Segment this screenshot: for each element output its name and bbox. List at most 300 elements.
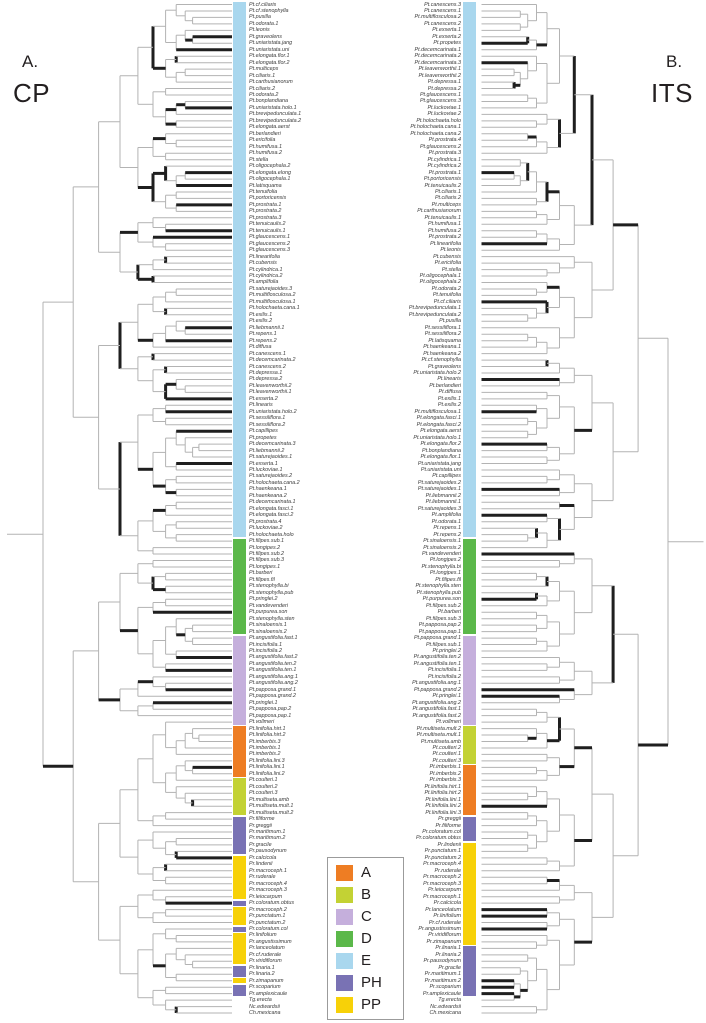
taxon-label: Pt.uniaristata.uni (420, 466, 461, 473)
cp-tree-lines (0, 0, 233, 1023)
taxon-label: Pt.humifusa.2 (249, 150, 282, 157)
taxon-label: Pt.haenkeana.1 (249, 486, 287, 493)
taxon-label: Pt.holochaeta.holo (416, 117, 461, 124)
taxon-label: Pt.vollmeri (435, 719, 461, 726)
taxon-label: Pt.linearis (437, 376, 461, 383)
taxon-label: Pt.vollmeri (249, 719, 275, 726)
taxon-label: Pt.exserta.1 (432, 27, 461, 34)
taxon-label: Pt.liebmannii.1 (425, 499, 461, 506)
taxon-label: Pt.depressa.1 (427, 79, 461, 86)
taxon-label: Pt.saturejaoides.3 (249, 285, 293, 292)
taxon-label: Pt.linearis (249, 402, 273, 409)
taxon-label: Pt.filipes.sub.2 (425, 602, 461, 609)
taxon-label: Pr.punctatum.2 (249, 919, 286, 926)
clade-strip-segment-E (463, 2, 476, 537)
taxon-label: Pt.papposa.grand.2 (413, 686, 461, 693)
taxon-label: Pt.glaucescens.3 (249, 247, 291, 254)
taxon-label: Pt.imberbis.1 (429, 764, 461, 771)
taxon-label: Pr.coloratum.col (422, 829, 461, 836)
taxon-label: Pt.angustifolia.ang.1 (412, 680, 461, 687)
taxon-label: Pt.brevipedunculata.1 (249, 111, 302, 118)
taxon-label: Pr.linifolium (433, 913, 461, 920)
taxon-label: Pt.papposa.grand.1 (413, 635, 461, 642)
taxon-label: Pt.pusilla (249, 14, 271, 21)
taxon-label: Pt.filipes.fil (249, 576, 275, 583)
taxon-label: Pt.brevipedunculata.2 (408, 311, 461, 318)
legend-label: A (361, 864, 372, 881)
taxon-label: Pt.humifusa.1 (428, 221, 461, 228)
taxon-label: Pt.amplifolia (431, 512, 461, 519)
clade-strip-segment-A (233, 726, 246, 776)
taxon-label: Pt.angustifolia.ten.1 (413, 660, 461, 667)
taxon-label: Pr.maritimum.2 (249, 835, 286, 842)
taxon-label: Pt.saturejaoides.1 (417, 486, 461, 493)
taxon-label: Pt.multiceps (249, 66, 279, 73)
taxon-label: Pr.ruderale (434, 867, 461, 874)
legend-label: E (361, 952, 372, 969)
taxon-label: Pt.exilis.1 (437, 395, 461, 402)
clade-legend (327, 857, 404, 1020)
taxon-label: Pt.capillipes (249, 428, 278, 435)
taxon-label: Pt.haenkeana.2 (249, 492, 287, 499)
taxon-label: Pt.elongata.aerst (420, 428, 461, 435)
clade-strip-segment-A (463, 765, 476, 815)
taxon-label: Pt.incisifolia.1 (249, 641, 282, 648)
taxon-label: Pt.tenuicaulis.2 (249, 221, 286, 228)
clade-strip-segment-C (463, 636, 476, 725)
taxon-label: Pt.pringlei.2 (249, 596, 278, 603)
taxon-label: Pt.tenuifolia (249, 188, 278, 195)
taxon-label: Pt.ciliaris.2 (434, 195, 461, 202)
taxon-label: Pr.ruderale (249, 874, 276, 881)
legend-item-A (328, 863, 405, 883)
taxon-label: Pt.glaucescens.2 (249, 240, 291, 247)
taxon-label: Pr.cf.ruderale (428, 919, 461, 926)
clade-strip-segment-B (463, 726, 476, 763)
taxon-label: Pt.diffusa (249, 344, 272, 351)
taxon-label: Pt.pringlei.1 (249, 699, 278, 706)
taxon-label: Pt.bonplandiana (249, 98, 288, 105)
taxon-label: Pt.pringlei.1 (432, 693, 461, 700)
taxon-label: Pr.linifolium (249, 932, 277, 939)
taxon-label: Pt.uniaristata.holo.1 (249, 104, 297, 111)
taxon-label: Pt.carthusianorum (417, 208, 461, 215)
taxon-label: Pt.angustifolia.ang.2 (249, 680, 298, 687)
taxon-label: Pr.cf.ruderale (249, 951, 282, 958)
taxon-label: Pr.maritimum.1 (249, 829, 286, 836)
taxon-label: Pt.angustifolia.ten.2 (413, 654, 461, 661)
taxon-label: Pt.uniaristata.jang (417, 460, 461, 467)
taxon-label: Pt.multiflosculosa.2 (414, 14, 461, 21)
legend-item-PH (328, 973, 405, 993)
taxon-label: Pt.uniaristata.jang (249, 40, 293, 47)
taxon-label: Pt.linifolia.hirt.1 (424, 783, 461, 790)
taxon-label: Pr.greggii (249, 822, 272, 829)
taxon-label: Pt.cf.ciliaris (433, 298, 461, 305)
taxon-label: Pt.glaucescens.1 (249, 234, 291, 241)
taxon-label: Pr.zimapanum (249, 977, 284, 984)
panel-b-letter: B. (666, 52, 683, 71)
taxon-label: Pt.angustifolia.fast.2 (249, 654, 298, 661)
taxon-label: Pt.canescens.3 (424, 1, 461, 8)
taxon-label: Pt.leonis (249, 27, 270, 34)
taxon-label: Pt.elongata.aerst (249, 124, 290, 131)
taxon-label: Pt.elongata.flor.2 (420, 441, 461, 448)
taxon-label: Pr.lindenii (437, 841, 461, 848)
taxon-label: Pr.calcicola (249, 854, 277, 861)
taxon-label: Pt.exserta.2 (249, 395, 278, 402)
legend-label: C (361, 908, 372, 925)
taxon-label: Pt.elongata.fasci.1 (416, 415, 461, 422)
taxon-label: Pt.cf.ciliaris (249, 1, 277, 8)
taxon-label: Pt.stenophylla.sten (415, 583, 461, 590)
taxon-label: Pt.multiseta.amb (249, 796, 290, 803)
legend-swatch-B (336, 887, 353, 903)
taxon-label: Pt.saturejaoides.2 (417, 479, 461, 486)
taxon-label: Pt.multiflosculosa.2 (249, 292, 296, 299)
taxon-label: Pt.decemcarinata.1 (414, 46, 461, 53)
taxon-label: Pt.coulteri.3 (432, 757, 461, 764)
taxon-label: Pt.papposa.pap.1 (418, 628, 461, 635)
taxon-label: Pt.prostrata.2 (249, 208, 282, 215)
taxon-label: Pt.canescens.1 (424, 7, 461, 14)
taxon-label: Pt.elongata.flor.1 (249, 53, 290, 60)
taxon-label: Pr.greggii (438, 816, 461, 823)
taxon-label: Pt.multiseta.mult.1 (416, 732, 461, 739)
taxon-label: Pt.oligocephala.1 (249, 176, 291, 183)
taxon-label: Pt.stenophylla.pub (249, 589, 294, 596)
taxon-label: Pt.purpurea.son (249, 609, 288, 616)
taxon-label: Pr.leiocarpum (249, 893, 283, 900)
taxon-label: Pt.coulteri.2 (432, 744, 461, 751)
taxon-label: Pt.angustifolia.fast.1 (249, 635, 298, 642)
taxon-label: Pt.incisifolia.2 (249, 647, 282, 654)
taxon-label: Pt.multiseta.mult.1 (249, 803, 294, 810)
taxon-label: Pt.papposa.grand.1 (249, 686, 297, 693)
taxon-label: Pt.graveolens (428, 363, 461, 370)
taxon-label: Pt.sessiliflora.2 (424, 331, 461, 338)
taxon-label: Pt.oligocephala.2 (419, 279, 461, 286)
clade-strip-segment-PH (463, 817, 476, 841)
taxon-label: Pt.leavenworthii.2 (249, 382, 292, 389)
taxon-label: Pt.uniaristata.holo.1 (413, 434, 461, 441)
taxon-label: Pt.amplifolia (249, 279, 279, 286)
taxon-label: Pt.exserta.1 (249, 460, 278, 467)
taxon-label: Pr.punctatum.1 (249, 913, 286, 920)
taxon-label: Pt.papposa.pap.1 (249, 712, 292, 719)
taxon-label: Pt.barberi (249, 570, 273, 577)
taxon-label: Pt.papposa.pap.2 (418, 622, 461, 629)
taxon-label: Pt.filipes.sub.3 (249, 557, 285, 564)
legend-swatch-D (336, 931, 353, 947)
taxon-label: Pt.depressa.2 (249, 376, 283, 383)
taxon-label: Pt.cylindrica.1 (249, 266, 283, 273)
taxon-label: Pt.odorata.2 (431, 285, 461, 292)
legend-item-B (328, 885, 405, 905)
taxon-label: Pr.coloratum.obtus (249, 900, 295, 907)
taxon-label: Pt.sessiliflora.2 (249, 421, 286, 428)
taxon-label: Pt.papposa.grand.2 (249, 693, 297, 700)
taxon-label: Pr.linaria.2 (249, 971, 275, 978)
taxon-label: Pt.ericifolia (434, 260, 461, 267)
taxon-label: Pt.longipes.1 (249, 563, 281, 570)
legend-label: PH (361, 974, 382, 991)
taxon-label: Pt.ericifolia (249, 137, 276, 144)
taxon-label: Pt.filipes.sub.1 (249, 538, 285, 545)
taxon-label: Pt.papposa.pap.2 (249, 706, 292, 713)
taxon-label: Pt.coulteri.2 (249, 783, 278, 790)
taxon-label: Pr.viridiflorum (249, 958, 282, 965)
taxon-label: Pt.linifolia.lini.3 (249, 757, 285, 764)
taxon-label: Pt.linifolia.lini.2 (425, 803, 461, 810)
taxon-label: Pr.lanceolatum (425, 906, 461, 913)
taxon-label: Pt.cylindrica.2 (249, 273, 283, 280)
taxon-label: Pt.sinaloensis.2 (423, 544, 461, 551)
taxon-label: Pt.prostrata.1 (249, 201, 282, 208)
taxon-label: Pt.angustifolia.ang.2 (412, 699, 461, 706)
taxon-label: Pt.stenophylla.pub (416, 589, 461, 596)
taxon-label: Pt.incisifolia.2 (428, 673, 461, 680)
taxon-label: Tg.erecta (249, 997, 272, 1004)
taxon-label: Pt.elongata.fasci.2 (249, 512, 294, 519)
clade-strip-segment-PH (463, 946, 476, 996)
taxon-label: Pt.stella (441, 266, 461, 273)
taxon-label: Pt.coulteri.1 (249, 777, 278, 784)
taxon-label: Pt.decemcarinata.1 (249, 499, 296, 506)
taxon-label: Pt.linearifolia (249, 253, 280, 260)
taxon-label: Pt.longipes.2 (429, 557, 461, 564)
taxon-label: Pt.luckoviae.2 (427, 111, 461, 118)
taxon-label: Pt.ciliaris.2 (249, 85, 276, 92)
taxon-label: Pr.leiocarpum (427, 887, 461, 894)
taxon-label: Pt.linifolia.hirt.2 (249, 732, 286, 739)
taxon-label: Pt.haenkeana.2 (423, 350, 461, 357)
clade-strip-segment-D (463, 539, 476, 634)
taxon-label: Pt.canescens.1 (249, 350, 286, 357)
panel-a-method-label: CP (13, 78, 51, 108)
taxon-label: Pr.gracile (438, 964, 461, 971)
taxon-label: Pr.macroceph.3 (249, 887, 287, 894)
taxon-label: Pt.elongata.fasci.2 (416, 421, 461, 428)
taxon-label: Pr.amplexicaule (422, 990, 461, 997)
taxon-label: Pr.linaria.1 (249, 964, 275, 971)
legend-label: PP (361, 996, 382, 1013)
taxon-label: Pr.maritimum.1 (424, 971, 461, 978)
legend-item-D (328, 929, 405, 949)
taxon-label: Pt.linifolia.lini.3 (425, 809, 461, 816)
taxon-label: Pt.linifolia.hirt.1 (249, 725, 286, 732)
taxon-label: Pr.linaria.1 (435, 945, 461, 952)
taxon-label: Pt.elongata.flor.1 (420, 454, 461, 461)
taxon-label: Pr.lanceolatum (249, 945, 285, 952)
taxon-label: Pt.angustifolia.fast.2 (412, 712, 461, 719)
taxon-label: Pt.pusilla (439, 318, 461, 325)
taxon-label: Tg.erecta (438, 997, 461, 1004)
taxon-label: Pt.ciliaris.1 (434, 188, 461, 195)
taxon-label: Pr.macroceph.3 (423, 880, 461, 887)
taxon-label: Pt.brevipedunculata.2 (249, 117, 302, 124)
taxon-label: Pt.liebmannii.1 (249, 324, 285, 331)
taxon-label: Pt.canescens.2 (249, 363, 286, 370)
clade-strip-segment-C (233, 636, 246, 725)
clade-strip-segment-D (233, 539, 246, 634)
taxon-label: Pt.repens.1 (433, 525, 461, 532)
taxon-label: Pt.elongata.fasci.1 (249, 505, 294, 512)
taxon-label: Pt.cubensis (433, 253, 461, 260)
legend-item-C (328, 907, 405, 927)
taxon-label: Pt.uniaristata.holo.2 (413, 370, 461, 376)
taxon-label: Pt.leonis (440, 247, 461, 254)
legend-label: D (361, 930, 372, 947)
taxon-label: Pt.decemcarinata.3 (414, 59, 461, 66)
taxon-label: Pt.multiflosculosa.1 (249, 298, 296, 305)
clade-strip-segment-PP (233, 978, 246, 983)
taxon-label: Pt.tenuicaulis.1 (249, 227, 286, 234)
taxon-label: Pt.sinaloensis.2 (249, 628, 287, 635)
taxon-label: Pt.tenuicaulis.2 (424, 182, 461, 189)
taxon-label: Pt.multiflosculosa.1 (414, 408, 461, 415)
taxon-label: Pt.vandevenderi (249, 602, 288, 609)
taxon-label: Pr.coloratum.obtus (415, 835, 461, 842)
taxon-label: Pt.carthusianorum (249, 79, 293, 86)
taxon-label: Pt.coulteri.3 (249, 790, 278, 797)
legend-item-PP (328, 995, 405, 1015)
taxon-label: Pt.latisquama (249, 182, 282, 189)
taxon-label: Pt.linearifolia (430, 240, 461, 247)
taxon-label: Pt.cylindrica.2 (427, 163, 461, 170)
taxon-label: Pt.glaucescens.1 (419, 92, 461, 98)
taxon-label: Pt.elongata.elong (249, 169, 291, 176)
taxon-label: Pt.haenkeana.1 (423, 344, 461, 351)
taxon-label: Pt.elongata.flor.2 (249, 59, 290, 66)
its-tree-lines (477, 0, 706, 1023)
taxon-label: Pr.amplexicaule (249, 990, 288, 997)
taxon-label: Pr.macroceph.2 (249, 906, 287, 913)
taxon-label: Pt.filipes.sub.2 (249, 551, 285, 558)
taxon-label: Pt.filipes.sub.1 (425, 641, 461, 648)
taxon-label: Pt.sinaloensis.1 (423, 538, 461, 545)
taxon-label: Pt.propetes (433, 40, 461, 47)
legend-label: B (361, 886, 372, 903)
taxon-label: Pt.imberbis.3 (249, 738, 281, 745)
taxon-label: Pt.saturejaoides.1 (249, 454, 293, 461)
clade-strip-segment-PP (233, 907, 246, 925)
taxon-label: Pt.stella (249, 156, 269, 163)
taxon-label: Pt.longipes.1 (429, 570, 461, 577)
taxon-label: Pt.humifusa.2 (428, 227, 461, 234)
taxon-label: Pt.diffusa (438, 389, 461, 396)
taxon-label: Pt.multiseta.mult.2 (249, 809, 294, 816)
taxon-label: Pt.luckoviae.1 (249, 466, 283, 473)
taxon-label: Pr.pausodynum (249, 848, 287, 855)
taxon-label: Pr.gracile (249, 841, 272, 848)
taxon-label: Pt.holochaeta.cana.1 (410, 124, 461, 131)
taxon-label: Pt.angustifolia.fast.1 (412, 706, 461, 713)
taxon-label: Pt.purpurea.son (422, 596, 461, 603)
taxon-label: Pr.punctatum.1 (424, 848, 461, 855)
taxon-label: Pt.berlandieri (429, 382, 461, 389)
clade-strip-segment-PH (233, 817, 246, 854)
taxon-label: Pt.propetes (249, 434, 277, 441)
taxon-label: Pt.canescens.2 (424, 20, 461, 27)
taxon-label: Pr.punctatum.2 (424, 854, 461, 861)
taxon-label: Pt.imberbis.2 (249, 751, 281, 758)
taxon-label: Pt.prostrata.1 (428, 169, 461, 176)
taxon-label: Pt.angustifolia.ten.2 (249, 660, 297, 667)
taxon-label: Pt.imberbis.2 (429, 770, 461, 777)
clade-strip-segment-PP (233, 933, 246, 964)
taxon-label: Pt.cf.stenophylla (249, 7, 289, 14)
taxon-label: Pt.liebmannii.2 (249, 447, 285, 454)
taxon-label: Pt.holochaeta.holo (249, 531, 294, 538)
its-clade-strip (463, 0, 476, 1023)
taxon-label: Pt.multiseta.mult.2 (416, 725, 461, 732)
taxon-label: Pt.prostrata.3 (249, 214, 282, 221)
taxon-label: Pt.odorata.2 (249, 92, 279, 98)
clade-strip-segment-B (233, 778, 246, 815)
taxon-label: Pt.bonplandiana (422, 447, 461, 454)
taxon-label: Pr.scoparium (249, 984, 281, 991)
clade-strip-segment-PH (233, 985, 246, 996)
clade-strip-segment-PH (233, 966, 246, 977)
taxon-label: Pt.barberi (437, 609, 461, 616)
taxon-label: Ch.mexicana (249, 1010, 281, 1017)
taxon-label: Pr.maritimum.2 (424, 977, 461, 984)
taxon-label: Pt.vandevenderi (422, 551, 461, 558)
taxon-label: Pr.scoparium (429, 984, 461, 991)
taxon-label: Pt.longipes.2 (249, 544, 281, 551)
taxon-label: Pt.multiceps (431, 201, 461, 208)
taxon-label: Ch.mexicana (429, 1010, 461, 1017)
taxon-label: Pt.uniaristata.holo.2 (249, 408, 297, 415)
taxon-label: Pr.macroceph.2 (423, 874, 461, 881)
taxon-label: Pt.leavenworthii.1 (249, 389, 292, 396)
taxon-label: Pt.saturejaoides.2 (249, 473, 293, 480)
taxon-label: Pt.coulteri.1 (432, 751, 461, 758)
legend-swatch-E (336, 953, 353, 969)
clade-strip-segment-PP (463, 843, 476, 945)
taxon-label: Pt.decemcarinata.2 (249, 357, 296, 364)
legend-swatch-C (336, 909, 353, 925)
taxon-label: Pt.linifolia.lini.1 (425, 796, 461, 803)
taxon-label: Pt.latisquama (428, 337, 461, 344)
taxon-label: Pt.cubensis (249, 260, 277, 267)
clade-strip-segment-PP (233, 856, 246, 900)
taxon-label: Pt.leavenworthii.2 (418, 72, 461, 79)
taxon-label: Pt.incisifolia.1 (428, 667, 461, 674)
taxon-label: Pr.lindenii (249, 861, 273, 868)
panel-a-letter: A. (22, 52, 39, 71)
taxon-label: Pt.repens.1 (249, 331, 277, 338)
taxon-label: Pt.portoricensis (423, 176, 461, 183)
taxon-label: Pt.brevipedunculata.1 (408, 305, 461, 312)
taxon-label: Pt.luckoviae.2 (249, 525, 283, 532)
taxon-label: Pt.linifolia.lini.2 (249, 770, 285, 777)
taxon-label: Pt.stenophylla.bi (249, 583, 289, 590)
taxon-label: Pt.depressa.1 (249, 370, 283, 376)
taxon-label: Pt.holochaeta.cana.2 (410, 130, 461, 137)
taxon-label: Pr.macroceph.1 (423, 893, 461, 900)
taxon-label: Pt.berlandieri (249, 130, 281, 137)
taxon-label: Pt.pringlei.2 (432, 647, 461, 654)
taxon-label: Pr.macroceph.4 (249, 880, 287, 887)
taxon-label: Pt.prostrata.3 (428, 150, 461, 157)
taxon-label: Pt.graveolens (249, 33, 282, 40)
taxon-label: Pr.viridiflorum (428, 932, 461, 939)
taxon-label: Pr.angustissimum (418, 925, 461, 932)
taxon-label: Pt.depressa.2 (427, 85, 461, 92)
cp-clade-strip (233, 0, 246, 1023)
